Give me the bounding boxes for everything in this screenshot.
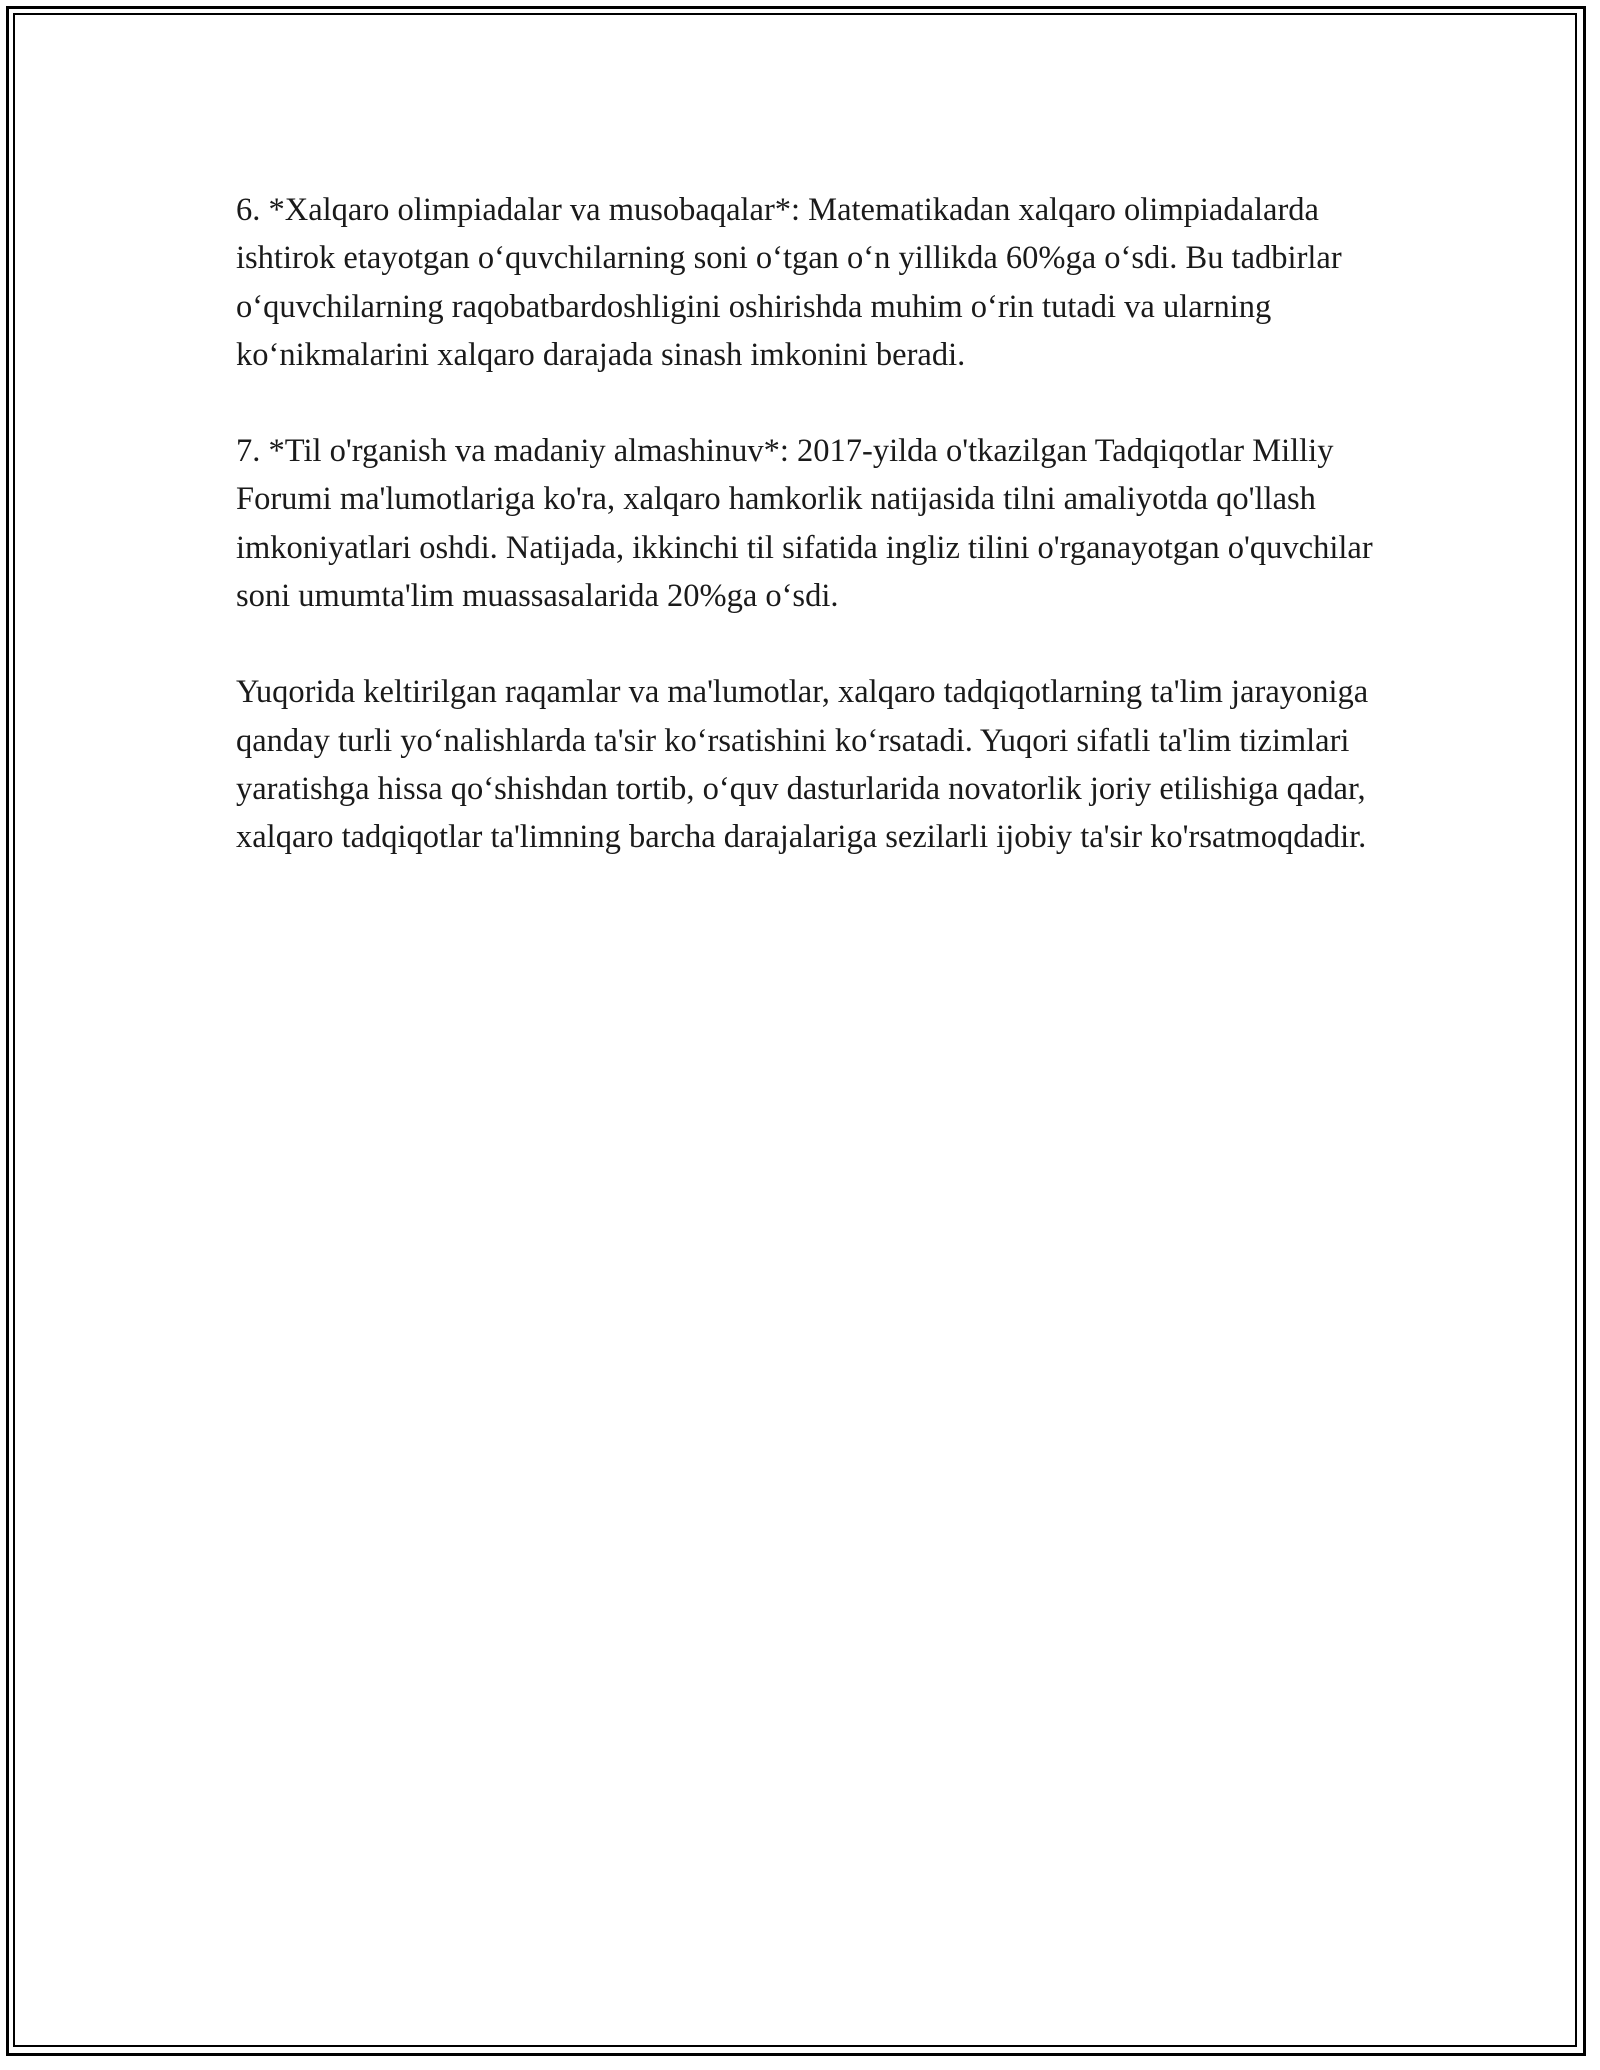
paragraph-conclusion: Yuqorida keltirilgan raqamlar va ma'lumotlar, xalqaro tadqiqotlarning ta'lim jarayoniga qanday turli yo‘nalishlarda ta'sir ko‘rsatishini ko‘rsatadi. Yuqori sifatli ta'lim tizimlari yaratishga hissa qo‘shishdan tortib, o‘quv dasturlarida novatorlik joriy etilishiga qadar, xalqaro tadqiqotlar ta'limning barcha darajalariga sezilarli ijobiy ta'sir ko'rsatmoqdadir.	[236, 674, 1369, 856]
paragraph-language-exchange: 7. *Til o'rganish va madaniy almashinuv*: 2017-yilda o'tkazilgan Tadqiqotlar Milliy Forumi ma'lumotlariga ko'ra, xalqaro hamkorlik natijasida tilni amaliyotda qo'llash imkoniyatlari oshdi. Natijada, ikkinchi til sifatida ingliz tilini o'rganayotgan o'quvchilar soni umumta'lim muassasalarida 20%ga o‘sdi.	[236, 433, 1373, 615]
paragraph-olympiads: 6. *Xalqaro olimpiadalar va musobaqalar*: Matematikadan xalqaro olimpiadalarda ishtirok etayotgan o‘quvchilarning soni o‘tgan o‘n yillikda 60%ga o‘sdi. Bu tadbirlar o‘quvchilarning raqobatbardoshligini oshirishda muhim o‘rin tutadi va ularning ko‘nikmalarini xalqaro darajada sinash imkonini beradi.	[236, 192, 1342, 373]
document-body	[236, 186, 1376, 910]
